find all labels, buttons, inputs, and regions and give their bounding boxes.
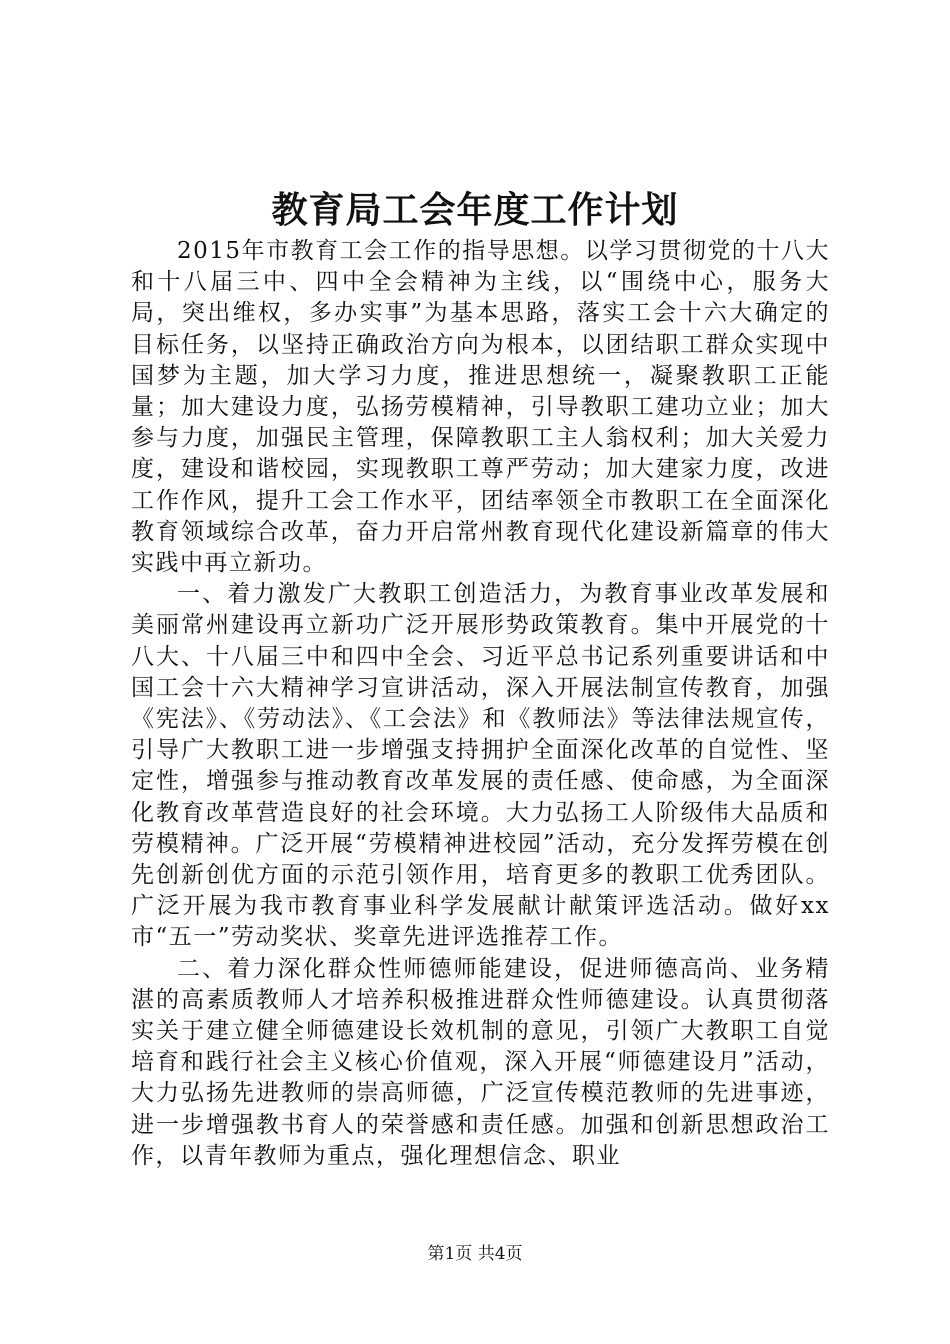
paragraph-guiding-thought: 2015年市教育工会工作的指导思想。以学习贯彻党的十八大和十八届三中、四中全会精神为主线，以“围绕中心，服务大局，突出维权，多办实事”为基本思路，落实工会十六大确定的目标任务，以坚持正确政治方向为根本，以团结职工群众实现中国梦为主题，加大学习力度，推进思想统一，凝聚教职工正能量；加大建设力度，弘扬劳模精神，引导教职工建功立业；加大参与力度，加强民主管理，保障教职工主人翁权利；加大关爱力度，建设和谐校园，实现教职工尊严劳动；加大建家力度，改进工作作风，提升工会工作水平，团结率领全市教职工在全面深化教育领域综合改革，奋力开启常州教育现代化建设新篇章的伟大实践中再立新功。 <box>131 238 830 577</box>
paragraph-section-one: 一、着力激发广大教职工创造活力，为教育事业改革发展和美丽常州建设再立新功广泛开展形势政策教育。集中开展党的十八大、十八届三中和四中全会、习近平总书记系列重要讲话和中国工会十六大精神学习宣讲活动，深入开展法制宣传教育，加强《宪法》、《劳动法》、《工会法》和《教师法》等法律法规宣传，引导广大教职工进一步增强支持拥护全面深化改革的自觉性、坚定性，增强参与推动教育改革发展的责任感、使命感，为全面深化教育改革营造良好的社会环境。大力弘扬工人阶级伟大品质和劳模精神。广泛开展“劳模精神进校园”活动，充分发挥劳模在创先创新创优方面的示范引领作用，培育更多的教职工优秀团队。广泛开展为我市教育事业科学发展献计献策评选活动。做好xx市“五一”劳动奖状、奖章先进评选推荐工作。 <box>131 581 830 951</box>
page-number-footer: 第1页 共4页 <box>427 1244 523 1264</box>
document-body <box>131 236 830 1172</box>
document-title: 教育局工会年度工作计划 <box>271 189 679 231</box>
paragraph-section-two: 二、着力深化群众性师德师能建设，促进师德高尚、业务精湛的高素质教师人才培养积极推进群众性师德建设。认真贯彻落实关于建立健全师德建设长效机制的意见，引领广大教职工自觉培育和践行社会主义核心价值观，深入开展“师德建设月”活动，大力弘扬先进教师的崇高师德，广泛宣传模范教师的先进事迹，进一步增强教书育人的荣誉感和责任感。加强和创新思想政治工作，以青年教师为重点，强化理想信念、职业 <box>131 955 830 1169</box>
